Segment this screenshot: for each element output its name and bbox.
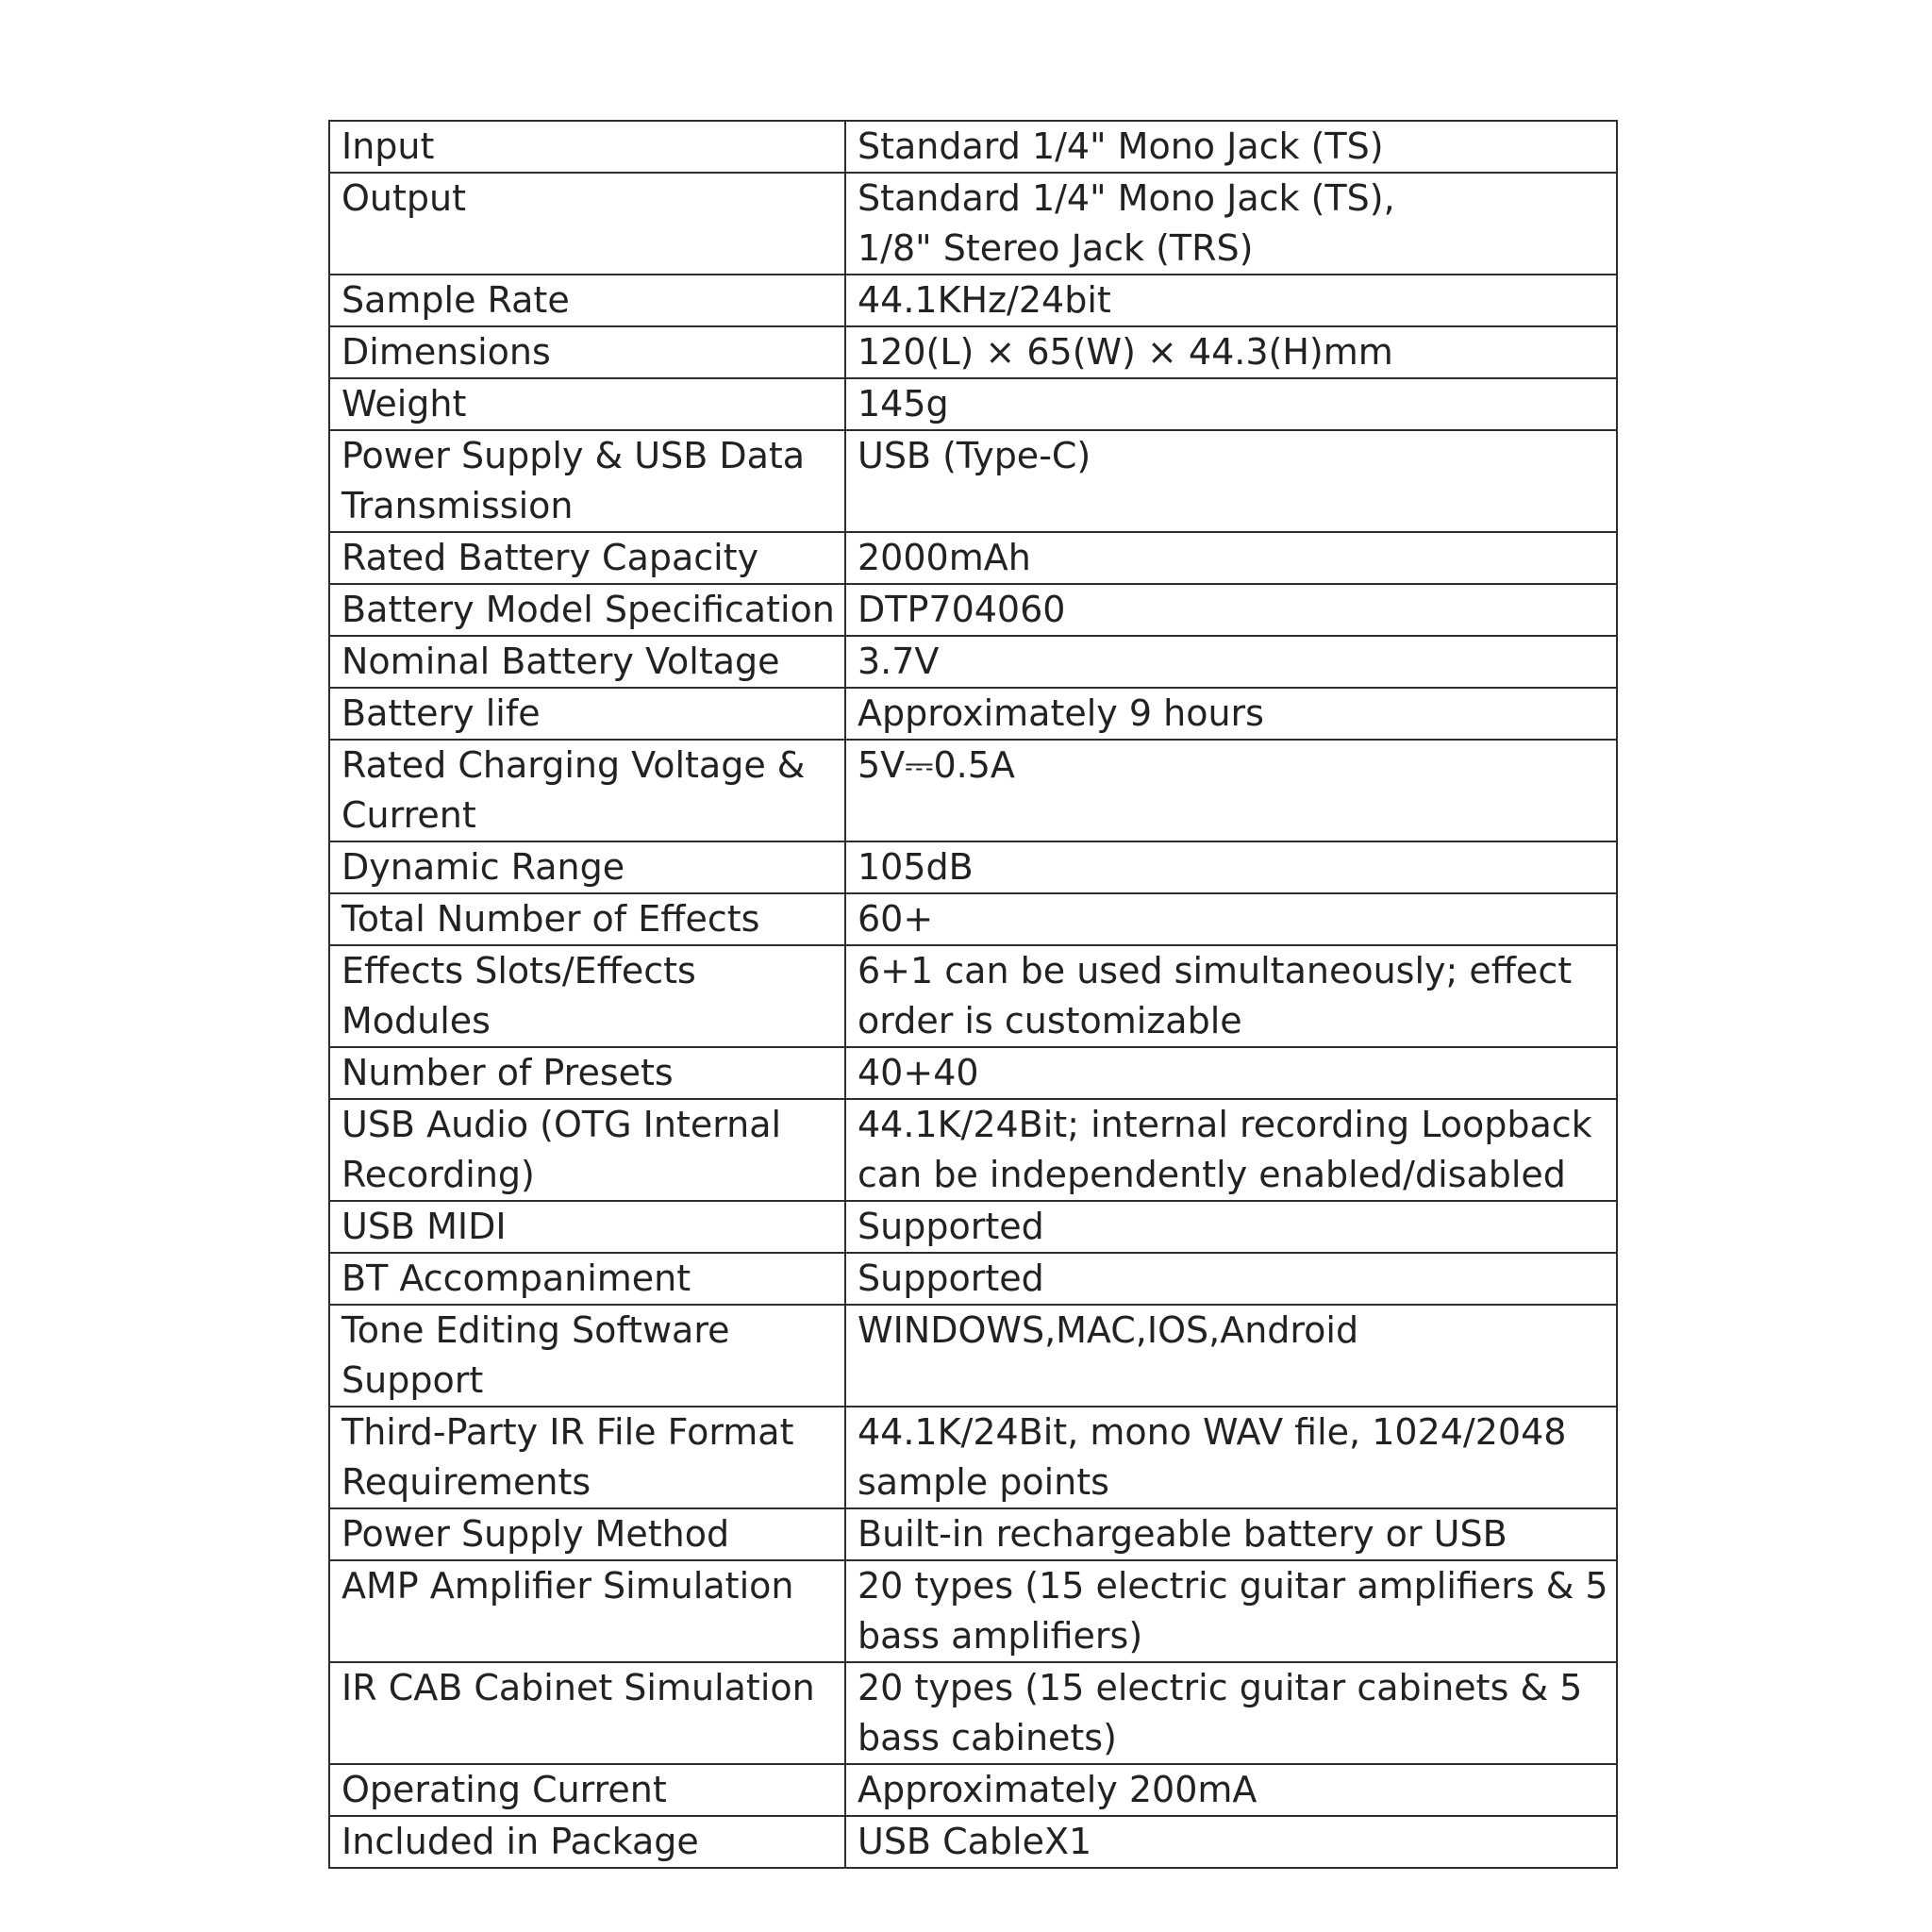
table-row bbox=[329, 688, 1617, 740]
spec-value-line: 44.1K/24Bit; internal recording Loopback bbox=[858, 1104, 1592, 1145]
spec-label-cell bbox=[329, 275, 845, 326]
spec-value-line: USB CableX1 bbox=[858, 1821, 1092, 1862]
spec-value-cell bbox=[845, 584, 1617, 636]
spec-value-line: WINDOWS,MAC,IOS,Android bbox=[858, 1309, 1359, 1351]
spec-value-line: 3.7V bbox=[858, 641, 940, 682]
table-row bbox=[329, 1253, 1617, 1305]
table-row bbox=[329, 378, 1617, 430]
spec-label-line: Tone Editing Software bbox=[341, 1309, 730, 1351]
spec-value-line: 120(L) × 65(W) × 44.3(H)mm bbox=[858, 331, 1393, 373]
spec-value-cell bbox=[845, 1508, 1617, 1560]
table-row bbox=[329, 275, 1617, 326]
spec-value-cell bbox=[845, 1662, 1617, 1764]
spec-label-cell bbox=[329, 173, 845, 275]
spec-label-line: Included in Package bbox=[341, 1821, 699, 1862]
spec-label-cell bbox=[329, 430, 845, 532]
spec-value-cell bbox=[845, 1099, 1617, 1201]
spec-label-line: Requirements bbox=[341, 1461, 591, 1503]
spec-value-cell bbox=[845, 636, 1617, 688]
spec-value-cell bbox=[845, 1407, 1617, 1508]
spec-label-line: AMP Amplifier Simulation bbox=[341, 1565, 794, 1607]
spec-value-cell bbox=[845, 326, 1617, 378]
table-row bbox=[329, 893, 1617, 945]
spec-label-cell bbox=[329, 1764, 845, 1816]
spec-label-line: Rated Battery Capacity bbox=[341, 537, 759, 578]
spec-label-cell bbox=[329, 1508, 845, 1560]
table-row bbox=[329, 1816, 1617, 1868]
spec-label-line: Number of Presets bbox=[341, 1052, 674, 1093]
table-row bbox=[329, 1508, 1617, 1560]
spec-label-line: BT Accompaniment bbox=[341, 1257, 691, 1299]
spec-label-line: Effects Slots/Effects bbox=[341, 950, 696, 991]
spec-value-line: 145g bbox=[858, 383, 949, 425]
spec-value-line: 105dB bbox=[858, 846, 974, 888]
spec-label-line: Dimensions bbox=[341, 331, 551, 373]
spec-value-cell bbox=[845, 841, 1617, 893]
spec-label-line: Operating Current bbox=[341, 1769, 667, 1810]
table-row bbox=[329, 1047, 1617, 1099]
spec-value-cell bbox=[845, 173, 1617, 275]
spec-label-cell bbox=[329, 636, 845, 688]
table-row bbox=[329, 584, 1617, 636]
spec-value-line: sample points bbox=[858, 1461, 1109, 1503]
spec-label-line: USB MIDI bbox=[341, 1206, 507, 1247]
spec-label-cell bbox=[329, 1253, 845, 1305]
spec-value-line: bass amplifiers) bbox=[858, 1615, 1143, 1657]
spec-value-cell bbox=[845, 893, 1617, 945]
spec-value-line: Supported bbox=[858, 1206, 1044, 1247]
table-row bbox=[329, 173, 1617, 275]
spec-value-cell bbox=[845, 945, 1617, 1047]
spec-label-line: Support bbox=[341, 1359, 484, 1401]
table-row bbox=[329, 532, 1617, 584]
spec-label-cell bbox=[329, 532, 845, 584]
table-row bbox=[329, 1201, 1617, 1253]
spec-value-cell bbox=[845, 1253, 1617, 1305]
spec-value-cell bbox=[845, 740, 1617, 841]
spec-value-line: 2000mAh bbox=[858, 537, 1031, 578]
spec-label-line: Total Number of Effects bbox=[341, 898, 760, 940]
spec-label-cell bbox=[329, 893, 845, 945]
table-row bbox=[329, 326, 1617, 378]
spec-label-line: Dynamic Range bbox=[341, 846, 625, 888]
spec-value-cell bbox=[845, 121, 1617, 173]
spec-label-line: Output bbox=[341, 177, 466, 219]
table-row bbox=[329, 1099, 1617, 1201]
table-row bbox=[329, 740, 1617, 841]
spec-label-line: Recording) bbox=[341, 1154, 535, 1195]
spec-value-cell bbox=[845, 688, 1617, 740]
spec-value-line: 20 types (15 electric guitar cabinets & 5 bbox=[858, 1667, 1583, 1708]
spec-label-cell bbox=[329, 378, 845, 430]
spec-value-line: can be independently enabled/disabled bbox=[858, 1154, 1566, 1195]
spec-value-line: 6+1 can be used simultaneously; effect bbox=[858, 950, 1573, 991]
spec-label-line: Battery life bbox=[341, 692, 541, 734]
table-row bbox=[329, 1764, 1617, 1816]
spec-value-line: 5V⎓0.5A bbox=[858, 744, 1015, 786]
spec-label-line: IR CAB Cabinet Simulation bbox=[341, 1667, 815, 1708]
spec-label-line: USB Audio (OTG Internal bbox=[341, 1104, 782, 1145]
spec-label-line: Nominal Battery Voltage bbox=[341, 641, 780, 682]
spec-value-line: order is customizable bbox=[858, 1000, 1242, 1041]
spec-label-cell bbox=[329, 688, 845, 740]
spec-value-cell bbox=[845, 378, 1617, 430]
spec-value-line: DTP704060 bbox=[858, 589, 1066, 630]
table-row bbox=[329, 430, 1617, 532]
spec-label-cell bbox=[329, 1662, 845, 1764]
table-row bbox=[329, 841, 1617, 893]
spec-table-body bbox=[329, 121, 1617, 1868]
spec-label-cell bbox=[329, 326, 845, 378]
spec-label-cell bbox=[329, 121, 845, 173]
spec-value-line: USB (Type-C) bbox=[858, 435, 1091, 476]
spec-value-line: bass cabinets) bbox=[858, 1717, 1117, 1758]
spec-label-line: Power Supply Method bbox=[341, 1513, 730, 1555]
spec-label-cell bbox=[329, 841, 845, 893]
table-row bbox=[329, 1560, 1617, 1662]
spec-value-line: 20 types (15 electric guitar amplifiers & 5 bbox=[858, 1565, 1608, 1607]
spec-label-line: Third-Party IR File Format bbox=[341, 1411, 794, 1453]
spec-value-line: 40+40 bbox=[858, 1052, 979, 1093]
spec-value-cell bbox=[845, 1816, 1617, 1868]
spec-value-line: Built-in rechargeable battery or USB bbox=[858, 1513, 1507, 1555]
table-row bbox=[329, 1662, 1617, 1764]
spec-label-cell bbox=[329, 1099, 845, 1201]
spec-value-cell bbox=[845, 1047, 1617, 1099]
spec-value-cell bbox=[845, 1305, 1617, 1407]
spec-value-line: 44.1K/24Bit, mono WAV file, 1024/2048 bbox=[858, 1411, 1567, 1453]
spec-label-line: Battery Model Specification bbox=[341, 589, 835, 630]
spec-value-line: Supported bbox=[858, 1257, 1044, 1299]
spec-label-cell bbox=[329, 1305, 845, 1407]
spec-label-line: Current bbox=[341, 794, 476, 836]
spec-label-line: Transmission bbox=[341, 485, 574, 526]
spec-value-line: 60+ bbox=[858, 898, 934, 940]
table-row bbox=[329, 121, 1617, 173]
spec-value-line: Standard 1/4" Mono Jack (TS) bbox=[858, 125, 1384, 167]
spec-label-line: Sample Rate bbox=[341, 279, 570, 321]
spec-value-line: Approximately 200mA bbox=[858, 1769, 1257, 1810]
table-row bbox=[329, 636, 1617, 688]
spec-label-cell bbox=[329, 1201, 845, 1253]
table-row bbox=[329, 1305, 1617, 1407]
spec-value-cell bbox=[845, 430, 1617, 532]
table-row bbox=[329, 1407, 1617, 1508]
spec-label-line: Weight bbox=[341, 383, 467, 425]
spec-label-line: Rated Charging Voltage & bbox=[341, 744, 806, 786]
spec-value-line: 1/8" Stereo Jack (TRS) bbox=[858, 227, 1254, 269]
spec-label-cell bbox=[329, 1560, 845, 1662]
spec-value-cell bbox=[845, 1560, 1617, 1662]
spec-table bbox=[328, 120, 1618, 1869]
spec-label-line: Input bbox=[341, 125, 435, 167]
spec-label-cell bbox=[329, 1047, 845, 1099]
spec-value-cell bbox=[845, 1201, 1617, 1253]
spec-label-cell bbox=[329, 740, 845, 841]
spec-label-cell bbox=[329, 584, 845, 636]
table-row bbox=[329, 945, 1617, 1047]
spec-value-cell bbox=[845, 1764, 1617, 1816]
spec-label-cell bbox=[329, 1407, 845, 1508]
spec-label-cell bbox=[329, 1816, 845, 1868]
spec-label-cell bbox=[329, 945, 845, 1047]
spec-label-line: Power Supply & USB Data bbox=[341, 435, 806, 476]
spec-value-line: Standard 1/4" Mono Jack (TS), bbox=[858, 177, 1395, 219]
spec-value-cell bbox=[845, 275, 1617, 326]
spec-value-line: Approximately 9 hours bbox=[858, 692, 1264, 734]
spec-value-line: 44.1KHz/24bit bbox=[858, 279, 1111, 321]
spec-value-cell bbox=[845, 532, 1617, 584]
spec-label-line: Modules bbox=[341, 1000, 491, 1041]
